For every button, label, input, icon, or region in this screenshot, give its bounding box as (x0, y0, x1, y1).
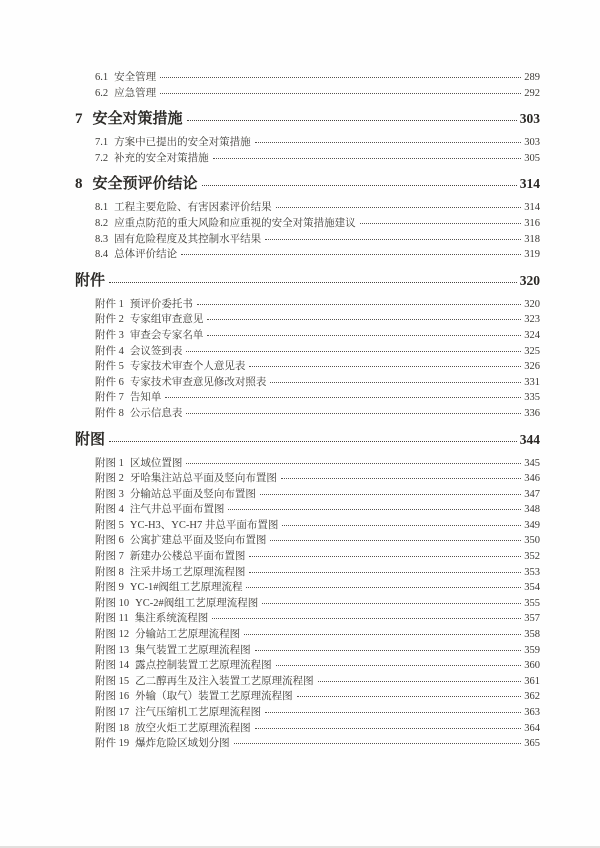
toc-entry-page: 331 (524, 376, 540, 388)
toc-entry-title: 露点控制装置工艺原理流程图 (135, 660, 272, 672)
toc-entry (75, 674, 540, 690)
toc-entry-title: 集注系统流程图 (134, 613, 209, 625)
toc-entry-page: 319 (524, 249, 540, 261)
dot-leader (270, 540, 521, 541)
toc-entry-number: 8.2 (95, 217, 109, 229)
toc-entry-page: 359 (524, 644, 540, 656)
toc-entry-title: 分输站总平面及竖向布置图 (129, 488, 256, 500)
dot-leader (109, 282, 517, 283)
toc-entry-title: 方案中已提出的安全对策措施 (114, 137, 251, 149)
toc-entry-title: 总体评价结论 (114, 249, 178, 261)
toc-entry (75, 611, 540, 627)
toc-entry (75, 549, 540, 565)
toc-entry (75, 271, 540, 291)
dot-leader (160, 77, 521, 78)
toc-entry-title: 安全对策措施 (92, 110, 183, 128)
toc-entry-page: 347 (524, 488, 540, 500)
dot-leader (234, 743, 522, 744)
toc-entry-page: 325 (524, 345, 540, 357)
toc-entry-title: 爆炸危险区域划分图 (135, 738, 230, 750)
toc-entry (75, 518, 540, 534)
toc-entry-title: 预评价委托书 (129, 298, 193, 310)
dot-leader (265, 239, 521, 240)
toc-entry (75, 580, 540, 596)
toc-entry-page: 357 (524, 613, 540, 625)
dot-leader (276, 207, 522, 208)
toc-entry-page: 346 (524, 473, 540, 485)
toc-entry-page: 365 (524, 738, 540, 750)
toc-entry (75, 247, 540, 263)
dot-leader (282, 525, 521, 526)
toc-entry-number: 附件 19 (95, 738, 130, 750)
dot-leader (255, 142, 522, 143)
toc-entry (75, 174, 540, 194)
toc-entry-page: 320 (524, 298, 540, 310)
toc-entry-number: 附图 8 (95, 566, 124, 578)
dot-leader (187, 120, 517, 121)
dot-leader (249, 572, 521, 573)
toc-entry-title: 分输站工艺原理流程图 (135, 629, 241, 641)
toc-entry (75, 135, 540, 151)
toc-entry (75, 216, 540, 232)
toc-entry (75, 151, 540, 167)
toc-entry (75, 658, 540, 674)
toc-entry-page: 355 (524, 597, 540, 609)
toc-entry (75, 430, 540, 450)
toc-entry-page: 364 (524, 722, 540, 734)
toc-entry-number: 7.1 (95, 137, 109, 149)
toc-entry-page: 305 (524, 152, 540, 164)
toc-entry-title: 附图 (75, 430, 106, 448)
toc-entry (75, 736, 540, 752)
toc-entry-page: 344 (519, 431, 540, 447)
toc-entry-number: 附图 5 (95, 519, 124, 531)
dot-leader (249, 556, 521, 557)
toc-entry (75, 565, 540, 581)
toc-entry-number: 附图 18 (95, 722, 130, 734)
toc-entry-page: 303 (519, 111, 540, 127)
toc-entry-title: 外输（取气）装置工艺原理流程图 (135, 691, 293, 703)
toc-entry-page: 363 (524, 707, 540, 718)
dot-leader (318, 681, 522, 682)
dot-leader (249, 366, 521, 367)
toc-entry-page: 320 (519, 272, 540, 288)
toc-entry (75, 533, 540, 549)
dot-leader (165, 397, 521, 398)
dot-leader (265, 712, 521, 713)
toc-entry-title: 注气压缩机工艺原理流程图 (135, 707, 262, 718)
toc-entry-title: 放空火炬工艺原理流程图 (135, 722, 251, 734)
toc-entry-title: 会议签到表 (129, 345, 183, 357)
toc-entry-title: 审查会专家名单 (129, 329, 204, 341)
toc-entry-number: 8.1 (95, 202, 109, 214)
toc-entry-title: YC-2#阀组工艺原理流程图 (135, 597, 259, 609)
toc-entry-title: 补充的安全对策措施 (114, 152, 209, 164)
toc-entry-page: 303 (524, 137, 540, 149)
toc-entry-page: 289 (524, 72, 540, 83)
toc-entry (75, 232, 540, 248)
toc-entry-number: 附图 12 (95, 629, 130, 641)
dot-leader (276, 665, 522, 666)
toc-entry (75, 344, 540, 360)
toc-entry-number: 附件 3 (95, 329, 124, 341)
toc-entry-number: 附件 6 (95, 376, 124, 388)
toc-entry-title: 附件 (75, 271, 106, 289)
toc-entry (75, 487, 540, 503)
toc-entry-number: 附图 14 (95, 660, 130, 672)
toc-entry-title: 安全管理 (114, 72, 157, 83)
toc-entry-page: 358 (524, 629, 540, 641)
toc-entry (75, 109, 540, 129)
dot-leader (186, 351, 521, 352)
toc-entry-title: 专家组审查意见 (129, 314, 204, 326)
toc-entry-number: 附件 1 (95, 298, 124, 310)
dot-leader (255, 728, 522, 729)
toc-entry (75, 471, 540, 487)
toc-entry (75, 86, 540, 102)
dot-leader (197, 304, 521, 305)
toc-entry (75, 297, 540, 313)
toc-entry-page: 354 (524, 582, 540, 594)
dot-leader (297, 696, 522, 697)
toc-entry-number: 6.1 (95, 72, 109, 83)
toc-entry-number: 附图 11 (95, 613, 129, 625)
toc-entry-number: 附件 4 (95, 345, 124, 357)
toc-entry (75, 406, 540, 422)
toc-entry-page: 348 (524, 504, 540, 516)
toc-entry-number: 附图 2 (95, 473, 124, 485)
toc-entry-page: 314 (524, 202, 540, 214)
dot-leader (207, 319, 521, 320)
toc-entry-number: 附件 5 (95, 361, 124, 373)
toc-entry-number: 附图 3 (95, 488, 124, 500)
toc-entry (75, 70, 540, 86)
toc-entry-number: 8.3 (95, 233, 109, 245)
toc (75, 70, 540, 752)
toc-entry-number: 7 (75, 111, 83, 128)
toc-entry-title: 乙二醇再生及注入装置工艺原理流程图 (135, 675, 314, 687)
dot-leader (360, 223, 522, 224)
toc-entry (75, 328, 540, 344)
dot-leader (160, 93, 521, 94)
toc-entry (75, 375, 540, 391)
toc-entry-page: 360 (524, 660, 540, 672)
toc-entry-title: 应重点防范的重大风险和应重视的安全对策措施建议 (114, 217, 356, 229)
toc-entry-page: 326 (524, 361, 540, 373)
dot-leader (207, 335, 521, 336)
toc-entry-title: 工程主要危险、有害因素评价结果 (114, 202, 272, 214)
toc-entry-number: 8.4 (95, 249, 109, 261)
toc-entry-title: 应急管理 (114, 87, 157, 99)
toc-entry-page: 349 (524, 519, 540, 531)
toc-entry (75, 359, 540, 375)
toc-entry-number: 8 (75, 176, 83, 193)
dot-leader (270, 382, 521, 383)
toc-entry-number: 附图 15 (95, 675, 130, 687)
toc-entry-page: 352 (524, 551, 540, 563)
toc-entry-title: 注采井场工艺原理流程图 (129, 566, 246, 578)
toc-entry (75, 596, 540, 612)
dot-leader (228, 509, 521, 510)
toc-entry-page: 361 (524, 675, 540, 687)
dot-leader (212, 618, 521, 619)
dot-leader (109, 441, 517, 442)
toc-entry-number: 附图 13 (95, 644, 130, 656)
toc-entry-number: 附图 4 (95, 504, 124, 516)
toc-entry (75, 390, 540, 406)
dot-leader (244, 634, 521, 635)
toc-entry-title: 专家技术审查个人意见表 (129, 361, 246, 373)
toc-entry-title: YC-H3、YC-H7 井总平面布置图 (129, 519, 279, 531)
toc-entry-page: 350 (524, 535, 540, 547)
dot-leader (202, 185, 517, 186)
toc-entry-title: 公寓扩建总平面及竖向布置图 (129, 535, 267, 547)
toc-entry-page: 345 (524, 457, 540, 469)
dot-leader (281, 478, 521, 479)
dot-leader (186, 413, 521, 414)
dot-leader (213, 158, 522, 159)
toc-entry-title: YC-1#阀组工艺原理流程 (129, 582, 243, 594)
toc-entry-title: 注气井总平面布置图 (129, 504, 225, 516)
toc-entry-page: 316 (524, 217, 540, 229)
toc-entry (75, 689, 540, 705)
dot-leader (260, 494, 521, 495)
toc-entry-number: 7.2 (95, 152, 109, 164)
toc-entry-title: 区域位置图 (129, 457, 183, 469)
toc-entry-title: 安全预评价结论 (92, 175, 198, 193)
toc-entry-number: 6.2 (95, 87, 109, 99)
toc-entry-number: 附图 6 (95, 535, 124, 547)
dot-leader (186, 463, 521, 464)
toc-entry-title: 牙哈集注站总平面及竖向布置图 (129, 473, 277, 485)
toc-entry-page: 323 (524, 314, 540, 326)
toc-entry-page: 362 (524, 691, 540, 703)
toc-entry-number: 附图 16 (95, 691, 130, 703)
toc-entry (75, 502, 540, 518)
toc-entry (75, 627, 540, 643)
toc-entry-title: 集气装置工艺原理流程图 (135, 644, 251, 656)
dot-leader (262, 603, 521, 604)
toc-entry (75, 643, 540, 659)
toc-entry-number: 附件 2 (95, 314, 124, 326)
toc-entry (75, 721, 540, 737)
dot-leader (246, 587, 521, 588)
toc-entry-title: 专家技术审查意见修改对照表 (129, 376, 267, 388)
toc-entry-number: 附件 7 (95, 392, 124, 404)
toc-entry (75, 312, 540, 328)
toc-entry-page: 353 (524, 566, 540, 578)
toc-entry-title: 新建办公楼总平面布置图 (129, 551, 246, 563)
toc-entry-title: 固有危险程度及其控制水平结果 (114, 233, 262, 245)
toc-entry-page: 292 (524, 87, 540, 99)
toc-entry-number: 附图 10 (95, 597, 130, 609)
toc-entry-page: 318 (524, 233, 540, 245)
toc-entry-number: 附图 9 (95, 582, 124, 594)
toc-entry-number: 附图 17 (95, 707, 130, 718)
toc-entry (75, 705, 540, 721)
toc-entry-title: 公示信息表 (129, 407, 183, 419)
toc-entry-page: 336 (524, 407, 540, 419)
dot-leader (181, 254, 521, 255)
toc-entry-title: 告知单 (129, 392, 162, 404)
toc-entry-number: 附图 7 (95, 551, 124, 563)
dot-leader (255, 650, 522, 651)
toc-entry (75, 456, 540, 472)
toc-entry-page: 324 (524, 329, 540, 341)
toc-entry-page: 314 (519, 176, 540, 192)
toc-entry-page: 335 (524, 392, 540, 404)
toc-entry-number: 附件 8 (95, 407, 124, 419)
toc-entry (75, 200, 540, 216)
toc-entry-number: 附图 1 (95, 457, 124, 469)
